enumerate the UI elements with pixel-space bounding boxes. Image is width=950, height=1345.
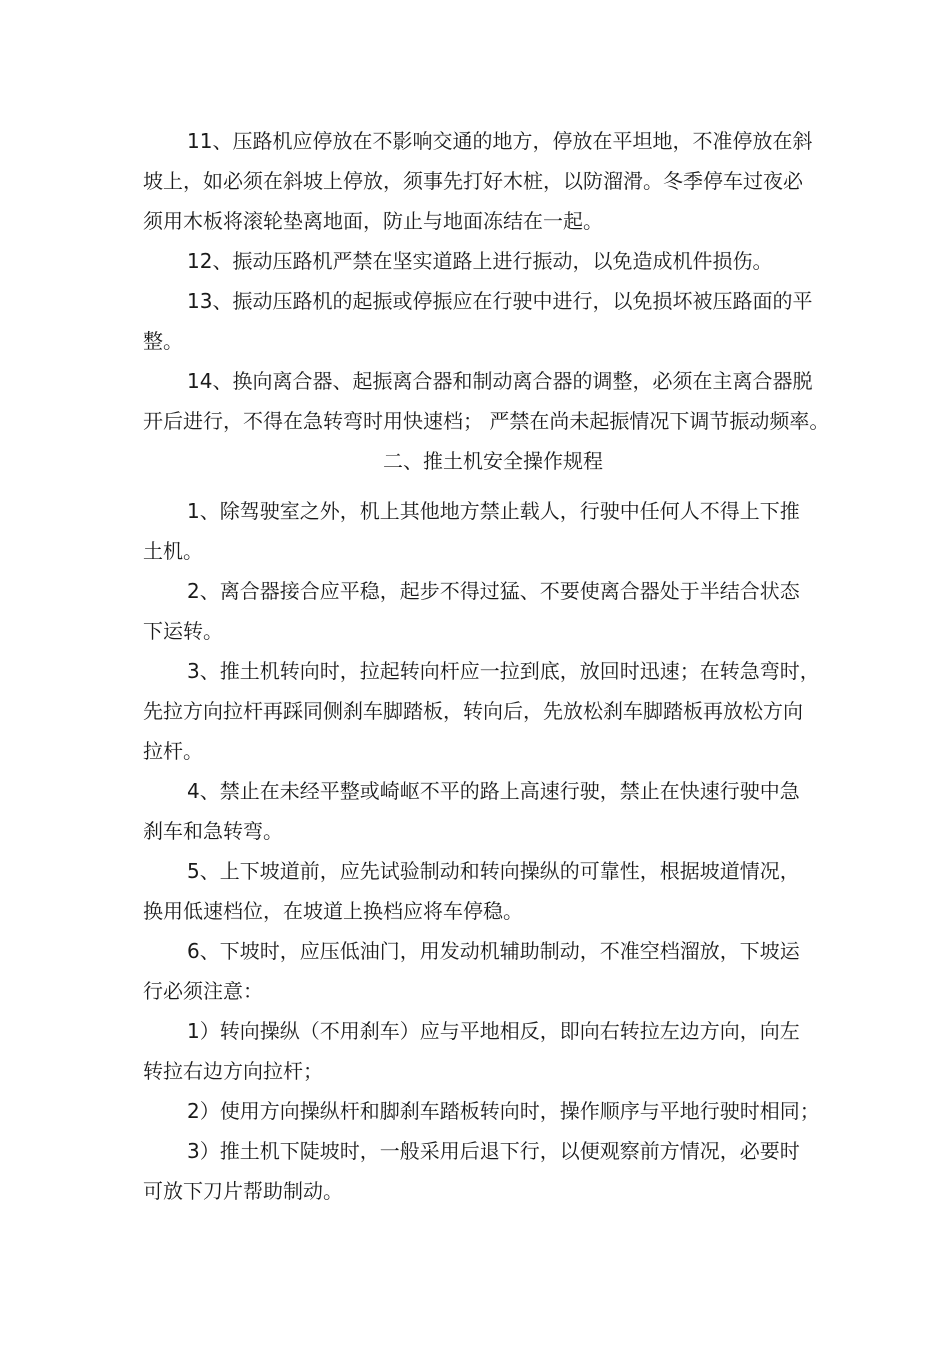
item-5-line-1: 5、上下坡道前，应先试验制动和转向操纵的可靠性，根据坡道情况， <box>187 859 800 883</box>
section-heading: 二、推土机安全操作规程 <box>383 449 603 473</box>
subitem-2: 2）使用方向操纵杆和脚刹车踏板转向时，操作顺序与平地行驶时相同； <box>187 1099 820 1123</box>
paragraph-13-line-1: 13、振动压路机的起振或停振应在行驶中进行，以免损坏被压路面的平 <box>187 289 813 313</box>
paragraph-11-line-3: 须用木板将滚轮垫离地面，防止与地面冻结在一起。 <box>143 209 603 233</box>
item-3-line-1: 3、推土机转向时，拉起转向杆应一拉到底，放回时迅速；在转急弯时， <box>187 659 820 683</box>
paragraph-11-line-1: 11、压路机应停放在不影响交通的地方，停放在平坦地，不准停放在斜 <box>187 129 813 153</box>
item-3-line-2: 先拉方向拉杆再踩同侧刹车脚踏板，转向后，先放松刹车脚踏板再放松方向 <box>143 699 803 723</box>
item-3-line-3: 拉杆。 <box>143 739 203 763</box>
item-1-line-1: 1、除驾驶室之外，机上其他地方禁止载人，行驶中任何人不得上下推 <box>187 499 800 523</box>
document-body <box>143 121 843 1211</box>
item-6-line-2: 行必须注意： <box>143 979 263 1003</box>
subitem-1-line-2: 转拉右边方向拉杆； <box>143 1059 323 1083</box>
item-4-line-2: 刹车和急转弯。 <box>143 819 283 843</box>
item-5-line-2: 换用低速档位，在坡道上换档应将车停稳。 <box>143 899 523 923</box>
paragraph-12: 12、振动压路机严禁在坚实道路上进行振动，以免造成机件损伤。 <box>187 249 773 273</box>
subitem-3-line-2: 可放下刀片帮助制动。 <box>143 1179 343 1203</box>
paragraph-11-line-2: 坡上，如必须在斜坡上停放，须事先打好木桩，以防溜滑。冬季停车过夜必 <box>143 169 803 193</box>
paragraph-14-line-2: 开后进行，不得在急转弯时用快速档； 严禁在尚未起振情况下调节振动频率。 <box>143 409 830 433</box>
subitem-1-line-1: 1）转向操纵（不用刹车）应与平地相反，即向右转拉左边方向，向左 <box>187 1019 800 1043</box>
item-6-line-1: 6、下坡时，应压低油门，用发动机辅助制动，不准空档溜放，下坡运 <box>187 939 800 963</box>
item-2-line-1: 2、离合器接合应平稳，起步不得过猛、不要使离合器处于半结合状态 <box>187 579 800 603</box>
subitem-3-line-1: 3）推土机下陡坡时，一般采用后退下行，以便观察前方情况，必要时 <box>187 1139 800 1163</box>
paragraph-14-line-1: 14、换向离合器、起振离合器和制动离合器的调整，必须在主离合器脱 <box>187 369 813 393</box>
section-spacer <box>143 481 843 491</box>
paragraph-13-line-2: 整。 <box>143 329 183 353</box>
item-2-line-2: 下运转。 <box>143 619 223 643</box>
item-1-line-2: 土机。 <box>143 539 203 563</box>
item-4-line-1: 4、禁止在未经平整或崎岖不平的路上高速行驶，禁止在快速行驶中急 <box>187 779 800 803</box>
